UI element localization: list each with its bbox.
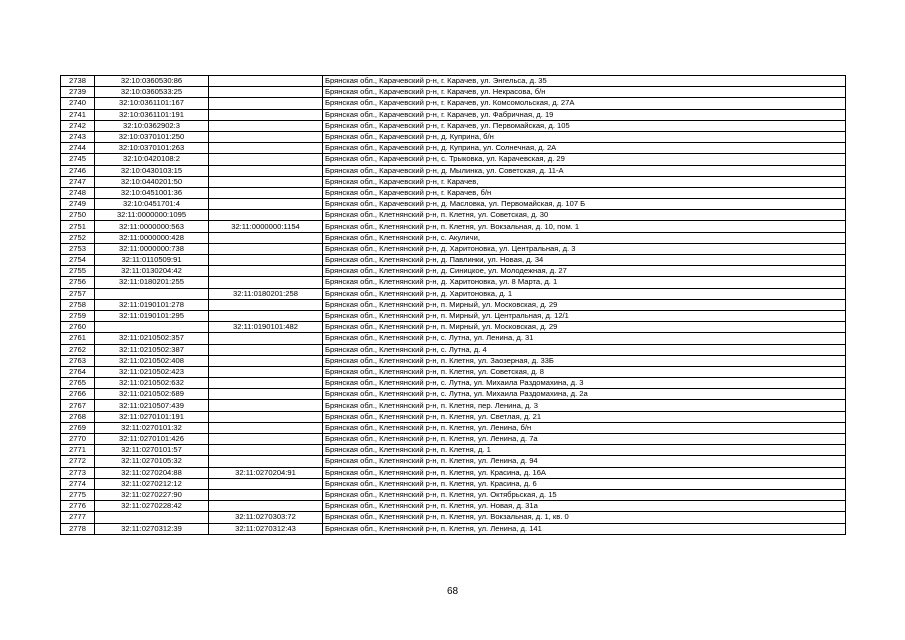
cadastral-number-cell: 32:10:0360533:25 [95,87,209,98]
row-number-cell: 2773 [61,467,95,478]
linked-cadastral-number-cell [209,143,323,154]
cadastral-number-cell: 32:11:0000000:428 [95,232,209,243]
linked-cadastral-number-cell [209,344,323,355]
linked-cadastral-number-cell [209,210,323,221]
table-row [61,467,846,478]
cadastral-number-cell: 32:11:0270101:57 [95,445,209,456]
cadastral-number-cell: 32:11:0210507:439 [95,400,209,411]
cadastral-number-cell: 32:10:0451701:4 [95,199,209,210]
table-row [61,221,846,232]
cadastral-number-cell: 32:11:0190101:278 [95,299,209,310]
table-row [61,422,846,433]
address-cell: Брянская обл., Клетнянский р-н, п. Мирный, ул. Центральная, д. 12/1 [323,310,846,321]
address-cell: Брянская обл., Клетнянский р-н, п. Клетня, ул. Ленина, б/н [323,422,846,433]
row-number-cell: 2745 [61,154,95,165]
row-number-cell: 2753 [61,243,95,254]
address-cell: Брянская обл., Карачевский р-н, д. Масловка, ул. Первомайская, д. 107 Б [323,199,846,210]
table-row [61,87,846,98]
table-row [61,400,846,411]
linked-cadastral-number-cell [209,411,323,422]
row-number-cell: 2749 [61,199,95,210]
linked-cadastral-number-cell [209,310,323,321]
cadastral-number-cell [95,512,209,523]
table-row [61,411,846,422]
row-number-cell: 2740 [61,98,95,109]
row-number-cell: 2759 [61,310,95,321]
address-cell: Брянская обл., Клетнянский р-н, д. Харитоновка, ул. 8 Марта, д. 1 [323,277,846,288]
address-cell: Брянская обл., Клетнянский р-н, п. Клетня, ул. Ленина, д. 141 [323,523,846,534]
linked-cadastral-number-cell [209,255,323,266]
linked-cadastral-number-cell: 32:11:0180201:258 [209,288,323,299]
address-cell: Брянская обл., Клетнянский р-н, п. Клетня, ул. Вокзальная, д. 10, пом. 1 [323,221,846,232]
address-cell: Брянская обл., Карачевский р-н, г. Карачев, [323,176,846,187]
address-cell: Брянская обл., Клетнянский р-н, с. Лутна, ул. Михаила Раздомахина, д. 2а [323,389,846,400]
address-cell: Брянская обл., Карачевский р-н, г. Карачев, ул. Энгельса, д. 35 [323,76,846,87]
row-number-cell: 2768 [61,411,95,422]
table-row [61,355,846,366]
table-row [61,434,846,445]
address-cell: Брянская обл., Карачевский р-н, с. Трыковка, ул. Карачевская, д. 29 [323,154,846,165]
row-number-cell: 2748 [61,187,95,198]
linked-cadastral-number-cell [209,400,323,411]
table-row [61,176,846,187]
table-row [61,120,846,131]
cadastral-number-cell: 32:11:0210502:408 [95,355,209,366]
row-number-cell: 2772 [61,456,95,467]
table-row [61,266,846,277]
row-number-cell: 2774 [61,478,95,489]
cadastral-number-cell: 32:11:0270204:88 [95,467,209,478]
cadastral-number-cell: 32:11:0130204:42 [95,266,209,277]
cadastral-number-cell: 32:11:0270105:32 [95,456,209,467]
table-row [61,445,846,456]
address-cell: Брянская обл., Карачевский р-н, г. Карачев, ул. Фабричная, д. 19 [323,109,846,120]
address-cell: Брянская обл., Клетнянский р-н, д. Харитоновка, ул. Центральная, д. 3 [323,243,846,254]
linked-cadastral-number-cell [209,277,323,288]
cadastral-number-cell: 32:10:0370101:263 [95,143,209,154]
linked-cadastral-number-cell [209,378,323,389]
address-cell: Брянская обл., Клетнянский р-н, п. Клетня, ул. Красина, д. 16А [323,467,846,478]
row-number-cell: 2767 [61,400,95,411]
linked-cadastral-number-cell [209,355,323,366]
linked-cadastral-number-cell: 32:11:0270204:91 [209,467,323,478]
table-row [61,512,846,523]
address-cell: Брянская обл., Карачевский р-н, д. Мылинка, ул. Советская, д. 11-А [323,165,846,176]
linked-cadastral-number-cell: 32:11:0270303:72 [209,512,323,523]
table-row [61,277,846,288]
address-cell: Брянская обл., Карачевский р-н, г. Карачев, ул. Некрасова, б/н [323,87,846,98]
row-number-cell: 2739 [61,87,95,98]
table-row [61,299,846,310]
row-number-cell: 2762 [61,344,95,355]
row-number-cell: 2770 [61,434,95,445]
table-row [61,187,846,198]
linked-cadastral-number-cell [209,131,323,142]
cadastral-number-cell: 32:11:0270212:12 [95,478,209,489]
linked-cadastral-number-cell [209,333,323,344]
row-number-cell: 2744 [61,143,95,154]
row-number-cell: 2761 [61,333,95,344]
row-number-cell: 2754 [61,255,95,266]
table-row [61,501,846,512]
cadastral-number-cell: 32:11:0000000:1095 [95,210,209,221]
cadastral-number-cell: 32:11:0270101:191 [95,411,209,422]
address-cell: Брянская обл., Клетнянский р-н, п. Клетня, ул. Светлая, д. 21 [323,411,846,422]
table-row [61,389,846,400]
linked-cadastral-number-cell [209,232,323,243]
address-cell: Брянская обл., Клетнянский р-н, п. Мирный, ул. Московская, д. 29 [323,299,846,310]
address-cell: Брянская обл., Клетнянский р-н, п. Клетня, ул. Советская, д. 30 [323,210,846,221]
row-number-cell: 2776 [61,501,95,512]
address-cell: Брянская обл., Клетнянский р-н, п. Клетня, ул. Красина, д. 6 [323,478,846,489]
row-number-cell: 2760 [61,322,95,333]
row-number-cell: 2750 [61,210,95,221]
row-number-cell: 2758 [61,299,95,310]
cadastral-number-cell: 32:11:0210502:387 [95,344,209,355]
address-cell: Брянская обл., Клетнянский р-н, с. Акуличи, [323,232,846,243]
cadastral-number-cell: 32:10:0360530:86 [95,76,209,87]
row-number-cell: 2747 [61,176,95,187]
table-row [61,131,846,142]
address-cell: Брянская обл., Клетнянский р-н, с. Лутна, д. 4 [323,344,846,355]
row-number-cell: 2755 [61,266,95,277]
property-table-body [61,76,846,535]
cadastral-number-cell: 32:11:0000000:738 [95,243,209,254]
row-number-cell: 2751 [61,221,95,232]
address-cell: Брянская обл., Клетнянский р-н, п. Клетня, ул. Новая, д. 31а [323,501,846,512]
row-number-cell: 2757 [61,288,95,299]
table-row [61,232,846,243]
address-cell: Брянская обл., Клетнянский р-н, п. Клетня, ул. Вокзальная, д. 1, кв. 0 [323,512,846,523]
cadastral-number-cell [95,322,209,333]
table-row [61,478,846,489]
row-number-cell: 2764 [61,366,95,377]
linked-cadastral-number-cell [209,243,323,254]
cadastral-number-cell: 32:11:0270101:426 [95,434,209,445]
row-number-cell: 2765 [61,378,95,389]
linked-cadastral-number-cell: 32:11:0190101:482 [209,322,323,333]
address-cell: Брянская обл., Клетнянский р-н, с. Лутна, ул. Михаила Раздомахина, д. 3 [323,378,846,389]
address-cell: Брянская обл., Клетнянский р-н, д. Харитоновка, д. 1 [323,288,846,299]
table-row [61,154,846,165]
linked-cadastral-number-cell [209,109,323,120]
address-cell: Брянская обл., Карачевский р-н, д. Куприна, б/н [323,131,846,142]
linked-cadastral-number-cell [209,98,323,109]
cadastral-number-cell: 32:10:0370101:250 [95,131,209,142]
row-number-cell: 2777 [61,512,95,523]
linked-cadastral-number-cell [209,422,323,433]
linked-cadastral-number-cell [209,501,323,512]
cadastral-number-cell: 32:11:0110509:91 [95,255,209,266]
cadastral-number-cell: 32:11:0180201:255 [95,277,209,288]
address-cell: Брянская обл., Клетнянский р-н, д. Синицкое, ул. Молодежная, д. 27 [323,266,846,277]
table-row [61,255,846,266]
linked-cadastral-number-cell [209,456,323,467]
linked-cadastral-number-cell [209,266,323,277]
linked-cadastral-number-cell [209,165,323,176]
table-row [61,322,846,333]
row-number-cell: 2763 [61,355,95,366]
table-row [61,344,846,355]
table-row [61,165,846,176]
cadastral-number-cell: 32:11:0210502:423 [95,366,209,377]
address-cell: Брянская обл., Клетнянский р-н, п. Клетня, ул. Ленина, д. 7а [323,434,846,445]
address-cell: Брянская обл., Клетнянский р-н, п. Клетня, ул. Заозерная, д. 33Б [323,355,846,366]
cadastral-number-cell: 32:10:0362902:3 [95,120,209,131]
cadastral-number-cell: 32:10:0440201:50 [95,176,209,187]
cadastral-number-cell: 32:11:0210502:357 [95,333,209,344]
linked-cadastral-number-cell [209,299,323,310]
address-cell: Брянская обл., Клетнянский р-н, п. Мирный, ул. Московская, д. 29 [323,322,846,333]
linked-cadastral-number-cell [209,187,323,198]
table-row [61,98,846,109]
table-row [61,76,846,87]
linked-cadastral-number-cell [209,76,323,87]
linked-cadastral-number-cell [209,434,323,445]
cadastral-number-cell: 32:10:0451001:36 [95,187,209,198]
row-number-cell: 2738 [61,76,95,87]
row-number-cell: 2752 [61,232,95,243]
table-row [61,366,846,377]
table-row [61,489,846,500]
address-cell: Брянская обл., Клетнянский р-н, п. Клетня, пер. Ленина, д. 3 [323,400,846,411]
linked-cadastral-number-cell [209,87,323,98]
table-row [61,199,846,210]
address-cell: Брянская обл., Карачевский р-н, г. Карачев, ул. Комсомольская, д. 27А [323,98,846,109]
linked-cadastral-number-cell [209,154,323,165]
linked-cadastral-number-cell [209,445,323,456]
address-cell: Брянская обл., Карачевский р-н, г. Карачев, б/н [323,187,846,198]
row-number-cell: 2743 [61,131,95,142]
linked-cadastral-number-cell: 32:11:0270312:43 [209,523,323,534]
table-row [61,378,846,389]
cadastral-number-cell: 32:10:0361101:167 [95,98,209,109]
linked-cadastral-number-cell [209,199,323,210]
address-cell: Брянская обл., Карачевский р-н, г. Карачев, ул. Первомайская, д. 105 [323,120,846,131]
cadastral-number-cell: 32:11:0210502:632 [95,378,209,389]
row-number-cell: 2746 [61,165,95,176]
cadastral-number-cell: 32:11:0270228:42 [95,501,209,512]
address-cell: Брянская обл., Клетнянский р-н, п. Клетня, д. 1 [323,445,846,456]
property-table [60,75,846,535]
cadastral-number-cell: 32:10:0361101:191 [95,109,209,120]
address-cell: Брянская обл., Клетнянский р-н, п. Клетня, ул. Советская, д. 8 [323,366,846,377]
row-number-cell: 2766 [61,389,95,400]
table-row [61,243,846,254]
linked-cadastral-number-cell: 32:11:0000000:1154 [209,221,323,232]
row-number-cell: 2778 [61,523,95,534]
cadastral-number-cell: 32:11:0270312:39 [95,523,209,534]
row-number-cell: 2741 [61,109,95,120]
row-number-cell: 2742 [61,120,95,131]
address-cell: Брянская обл., Клетнянский р-н, д. Павлинки, ул. Новая, д. 34 [323,255,846,266]
cadastral-number-cell: 32:11:0190101:295 [95,310,209,321]
cadastral-number-cell: 32:10:0430103:15 [95,165,209,176]
linked-cadastral-number-cell [209,366,323,377]
address-cell: Брянская обл., Клетнянский р-н, п. Клетня, ул. Октябрьская, д. 15 [323,489,846,500]
linked-cadastral-number-cell [209,478,323,489]
cadastral-number-cell: 32:11:0000000:563 [95,221,209,232]
cadastral-number-cell [95,288,209,299]
row-number-cell: 2771 [61,445,95,456]
table-row [61,523,846,534]
row-number-cell: 2756 [61,277,95,288]
page-number: 68 [446,586,459,597]
address-cell: Брянская обл., Клетнянский р-н, п. Клетня, ул. Ленина, д. 94 [323,456,846,467]
table-row [61,210,846,221]
cadastral-number-cell: 32:10:0420108:2 [95,154,209,165]
linked-cadastral-number-cell [209,389,323,400]
table-row [61,310,846,321]
linked-cadastral-number-cell [209,120,323,131]
row-number-cell: 2775 [61,489,95,500]
cadastral-number-cell: 32:11:0210502:689 [95,389,209,400]
linked-cadastral-number-cell [209,489,323,500]
address-cell: Брянская обл., Карачевский р-н, д. Куприна, ул. Солнечная, д. 2А [323,143,846,154]
table-row [61,456,846,467]
table-row [61,288,846,299]
row-number-cell: 2769 [61,422,95,433]
linked-cadastral-number-cell [209,176,323,187]
table-row [61,333,846,344]
cadastral-number-cell: 32:11:0270227:90 [95,489,209,500]
cadastral-number-cell: 32:11:0270101:32 [95,422,209,433]
address-cell: Брянская обл., Клетнянский р-н, с. Лутна, ул. Ленина, д. 31 [323,333,846,344]
table-row [61,143,846,154]
table-row [61,109,846,120]
